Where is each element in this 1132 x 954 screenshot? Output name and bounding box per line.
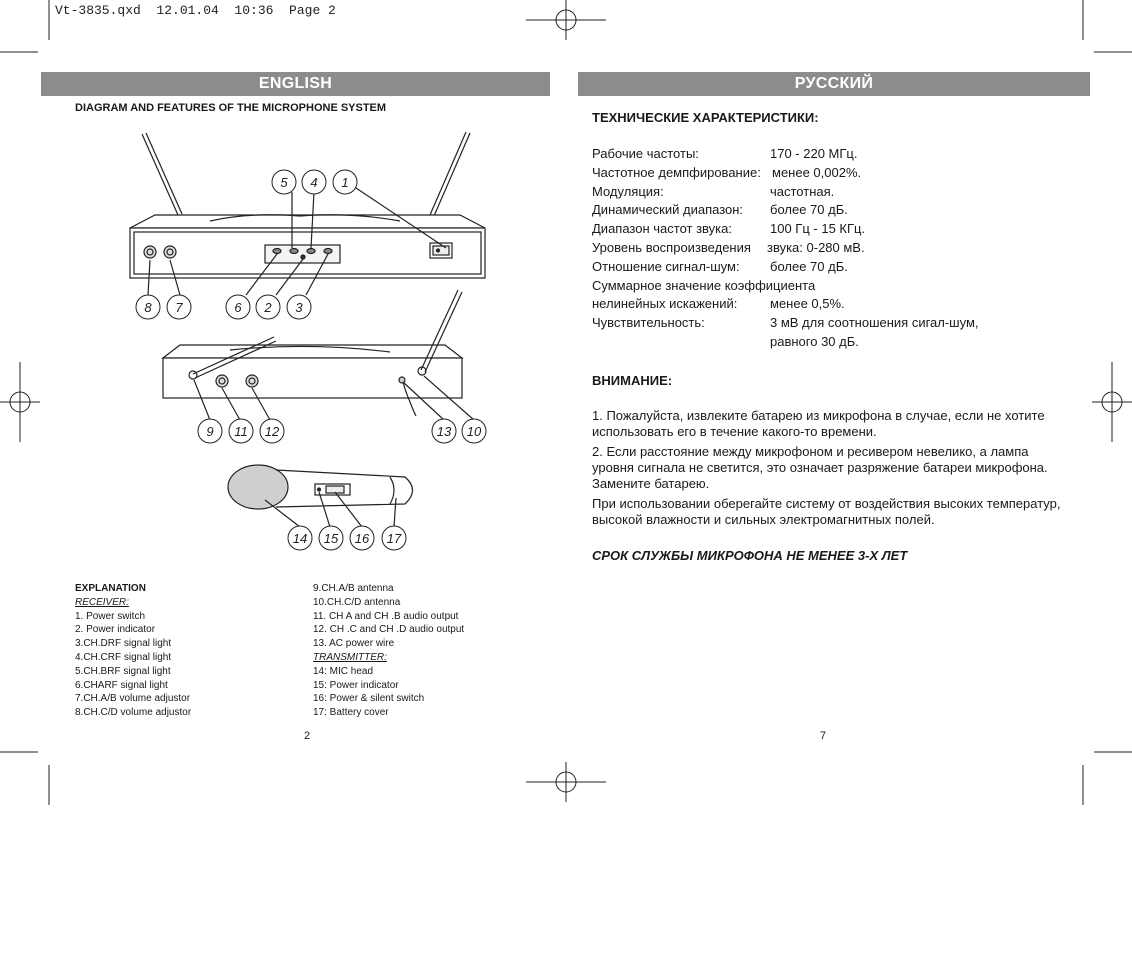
russian-header: РУССКИЙ (578, 72, 1090, 96)
svg-text:3: 3 (295, 300, 303, 315)
callout-11 (229, 419, 253, 443)
receiver-rear-body (163, 345, 462, 416)
spec-row (592, 277, 1072, 296)
warning-title: ВНИМАНИЕ: (592, 373, 673, 388)
svg-text:8: 8 (144, 300, 152, 315)
callout-17 (382, 526, 406, 550)
callout-8 (136, 295, 160, 319)
list-item: 6.CHARF signal light (75, 679, 168, 691)
spec-row (592, 333, 1072, 352)
svg-text:14: 14 (292, 531, 308, 546)
spec-row (592, 183, 1072, 202)
warning-paragraph-2: 2. Если расстояние между микрофоном и ресивером невелико, а лампа уровня сигнала не светится, это означает разряжение батареи микрофона. Замените батарею. (592, 444, 1048, 491)
explanation-column-1 (75, 582, 295, 720)
warning-paragraph-1: 1. Пожалуйста, извлеките батарею из микрофона в случае, если не хотите использовать его в течение какого-то времени. (592, 408, 1045, 439)
registration-mark-bottom (526, 762, 606, 802)
list-item: 14: MIC head (313, 665, 374, 677)
list-item: 12. CH .C and CH .D audio output (313, 624, 465, 636)
list-item: 17: Battery cover (313, 707, 389, 719)
explanation-heading: EXPLANATION (75, 583, 146, 594)
spec-value: 100 Гц - 15 КГц. (770, 221, 866, 237)
svg-text:9: 9 (206, 424, 214, 439)
svg-text:7: 7 (175, 300, 183, 315)
spec-value: менее 0,5%. (770, 296, 845, 312)
svg-text:13: 13 (436, 424, 452, 439)
svg-text:11: 11 (234, 424, 248, 439)
spec-label: Чувствительность: (592, 315, 705, 331)
svg-text:2: 2 (264, 300, 272, 315)
warning-paragraph-3: При использовании оберегайте систему от воздействия высоких температур, высокой влажности и сильных электромагнитных полей. (592, 496, 1061, 527)
callout-10 (462, 419, 486, 443)
receiver-label: RECEIVER: (75, 596, 129, 608)
callout-15 (319, 526, 343, 550)
page-number-right: 7 (820, 730, 827, 742)
spec-row (592, 164, 1072, 183)
transmitter-label: TRANSMITTER: (313, 651, 387, 663)
callout-4 (302, 170, 326, 194)
spec-label: Диапазон частот звука: (592, 221, 732, 237)
spec-row (592, 239, 1072, 258)
spec-value: равного 30 дБ. (770, 333, 859, 349)
list-item: 10.CH.C/D antenna (313, 596, 401, 608)
svg-text:17: 17 (386, 531, 402, 546)
list-item: 5.CH.BRF signal light (75, 665, 171, 677)
callout-3 (287, 295, 311, 319)
service-life-note: СРОК СЛУЖБЫ МИКРОФОНА НЕ МЕНЕЕ 3-Х ЛЕТ (592, 548, 908, 563)
receiver-antenna-left (142, 133, 182, 215)
spec-label: нелинейных искажений: (592, 296, 738, 312)
svg-text:16: 16 (354, 531, 370, 546)
spec-value: 3 мВ для соотношения сигал-шум, (770, 315, 979, 331)
callout-14 (288, 526, 312, 550)
svg-text:5: 5 (280, 175, 288, 190)
spec-label: Суммарное значение коэффициента (592, 277, 816, 293)
svg-text:12: 12 (264, 424, 280, 439)
list-item: 11. CH A and CH .B audio output (313, 610, 459, 622)
list-item: 7.CH.A/B volume adjustor (75, 693, 191, 705)
diagram-title: DIAGRAM AND FEATURES OF THE MICROPHONE SYSTEM (75, 102, 387, 114)
explanation-column-2 (313, 582, 533, 720)
svg-text:10: 10 (466, 424, 482, 439)
spec-value: более 70 дБ. (770, 258, 848, 274)
spec-label: Уровень воспроизведения (592, 239, 751, 255)
list-item: 13. AC power wire (313, 638, 395, 650)
list-item: 2. Power indicator (75, 624, 156, 636)
warning-block (592, 408, 1072, 528)
callout-1 (333, 170, 357, 194)
list-item: 8.CH.C/D volume adjustor (75, 707, 192, 719)
callout-7 (167, 295, 191, 319)
spec-value: 170 - 220 МГц. (770, 146, 858, 161)
spec-row (592, 220, 1072, 239)
volume-knob-cd (144, 246, 156, 258)
list-item: 4.CH.CRF signal light (75, 651, 172, 663)
specs-table (592, 145, 1072, 352)
microphone-system-diagram (100, 120, 500, 560)
print-slug: Vt-3835.qxd 12.01.04 10:36 Page 2 (55, 3, 336, 18)
spec-value: звука: 0-280 мВ. (767, 239, 865, 255)
microphone (228, 465, 413, 509)
specs-title: ТЕХНИЧЕСКИЕ ХАРАКТЕРИСТИКИ: (592, 110, 819, 125)
callout-13 (432, 419, 456, 443)
volume-knob-ab (164, 246, 176, 258)
svg-text:4: 4 (310, 175, 318, 190)
english-header: ENGLISH (41, 72, 550, 96)
spec-label: Рабочие частоты: (592, 146, 699, 161)
spec-row (592, 295, 1072, 314)
spec-row (592, 145, 1072, 164)
spec-value: менее 0,002%. (772, 164, 862, 180)
registration-mark-top (526, 0, 606, 40)
callout-6 (226, 295, 250, 319)
spec-label: Отношение сигнал-шум: (592, 258, 740, 274)
callout-9 (198, 419, 222, 443)
svg-text:1: 1 (341, 175, 349, 190)
list-item: 15: Power indicator (313, 679, 399, 691)
spec-value: более 70 дБ. (770, 202, 848, 218)
list-item: 1. Power switch (75, 610, 146, 622)
list-item: 3.CH.DRF signal light (75, 638, 172, 650)
spec-label: Динамический диапазон: (592, 202, 744, 218)
list-item: 16: Power & silent switch (313, 693, 425, 705)
callout-16 (350, 526, 374, 550)
list-item: 9.CH.A/B antenna (313, 583, 394, 594)
spec-row (592, 201, 1072, 220)
spec-value: частотная. (770, 183, 835, 199)
spec-row (592, 314, 1072, 333)
receiver-antenna-right (430, 132, 470, 216)
spec-label: Модуляция: (592, 183, 664, 199)
callout-12 (260, 419, 284, 443)
svg-text:6: 6 (234, 300, 242, 315)
svg-text:15: 15 (323, 531, 339, 546)
page-number-left: 2 (304, 730, 311, 742)
callout-5 (272, 170, 296, 194)
spec-row (592, 258, 1072, 277)
registration-mark-right (1092, 362, 1132, 442)
callout-2 (256, 295, 280, 319)
spec-label: Частотное демпфирование: (592, 164, 761, 180)
registration-mark-left (0, 362, 40, 442)
